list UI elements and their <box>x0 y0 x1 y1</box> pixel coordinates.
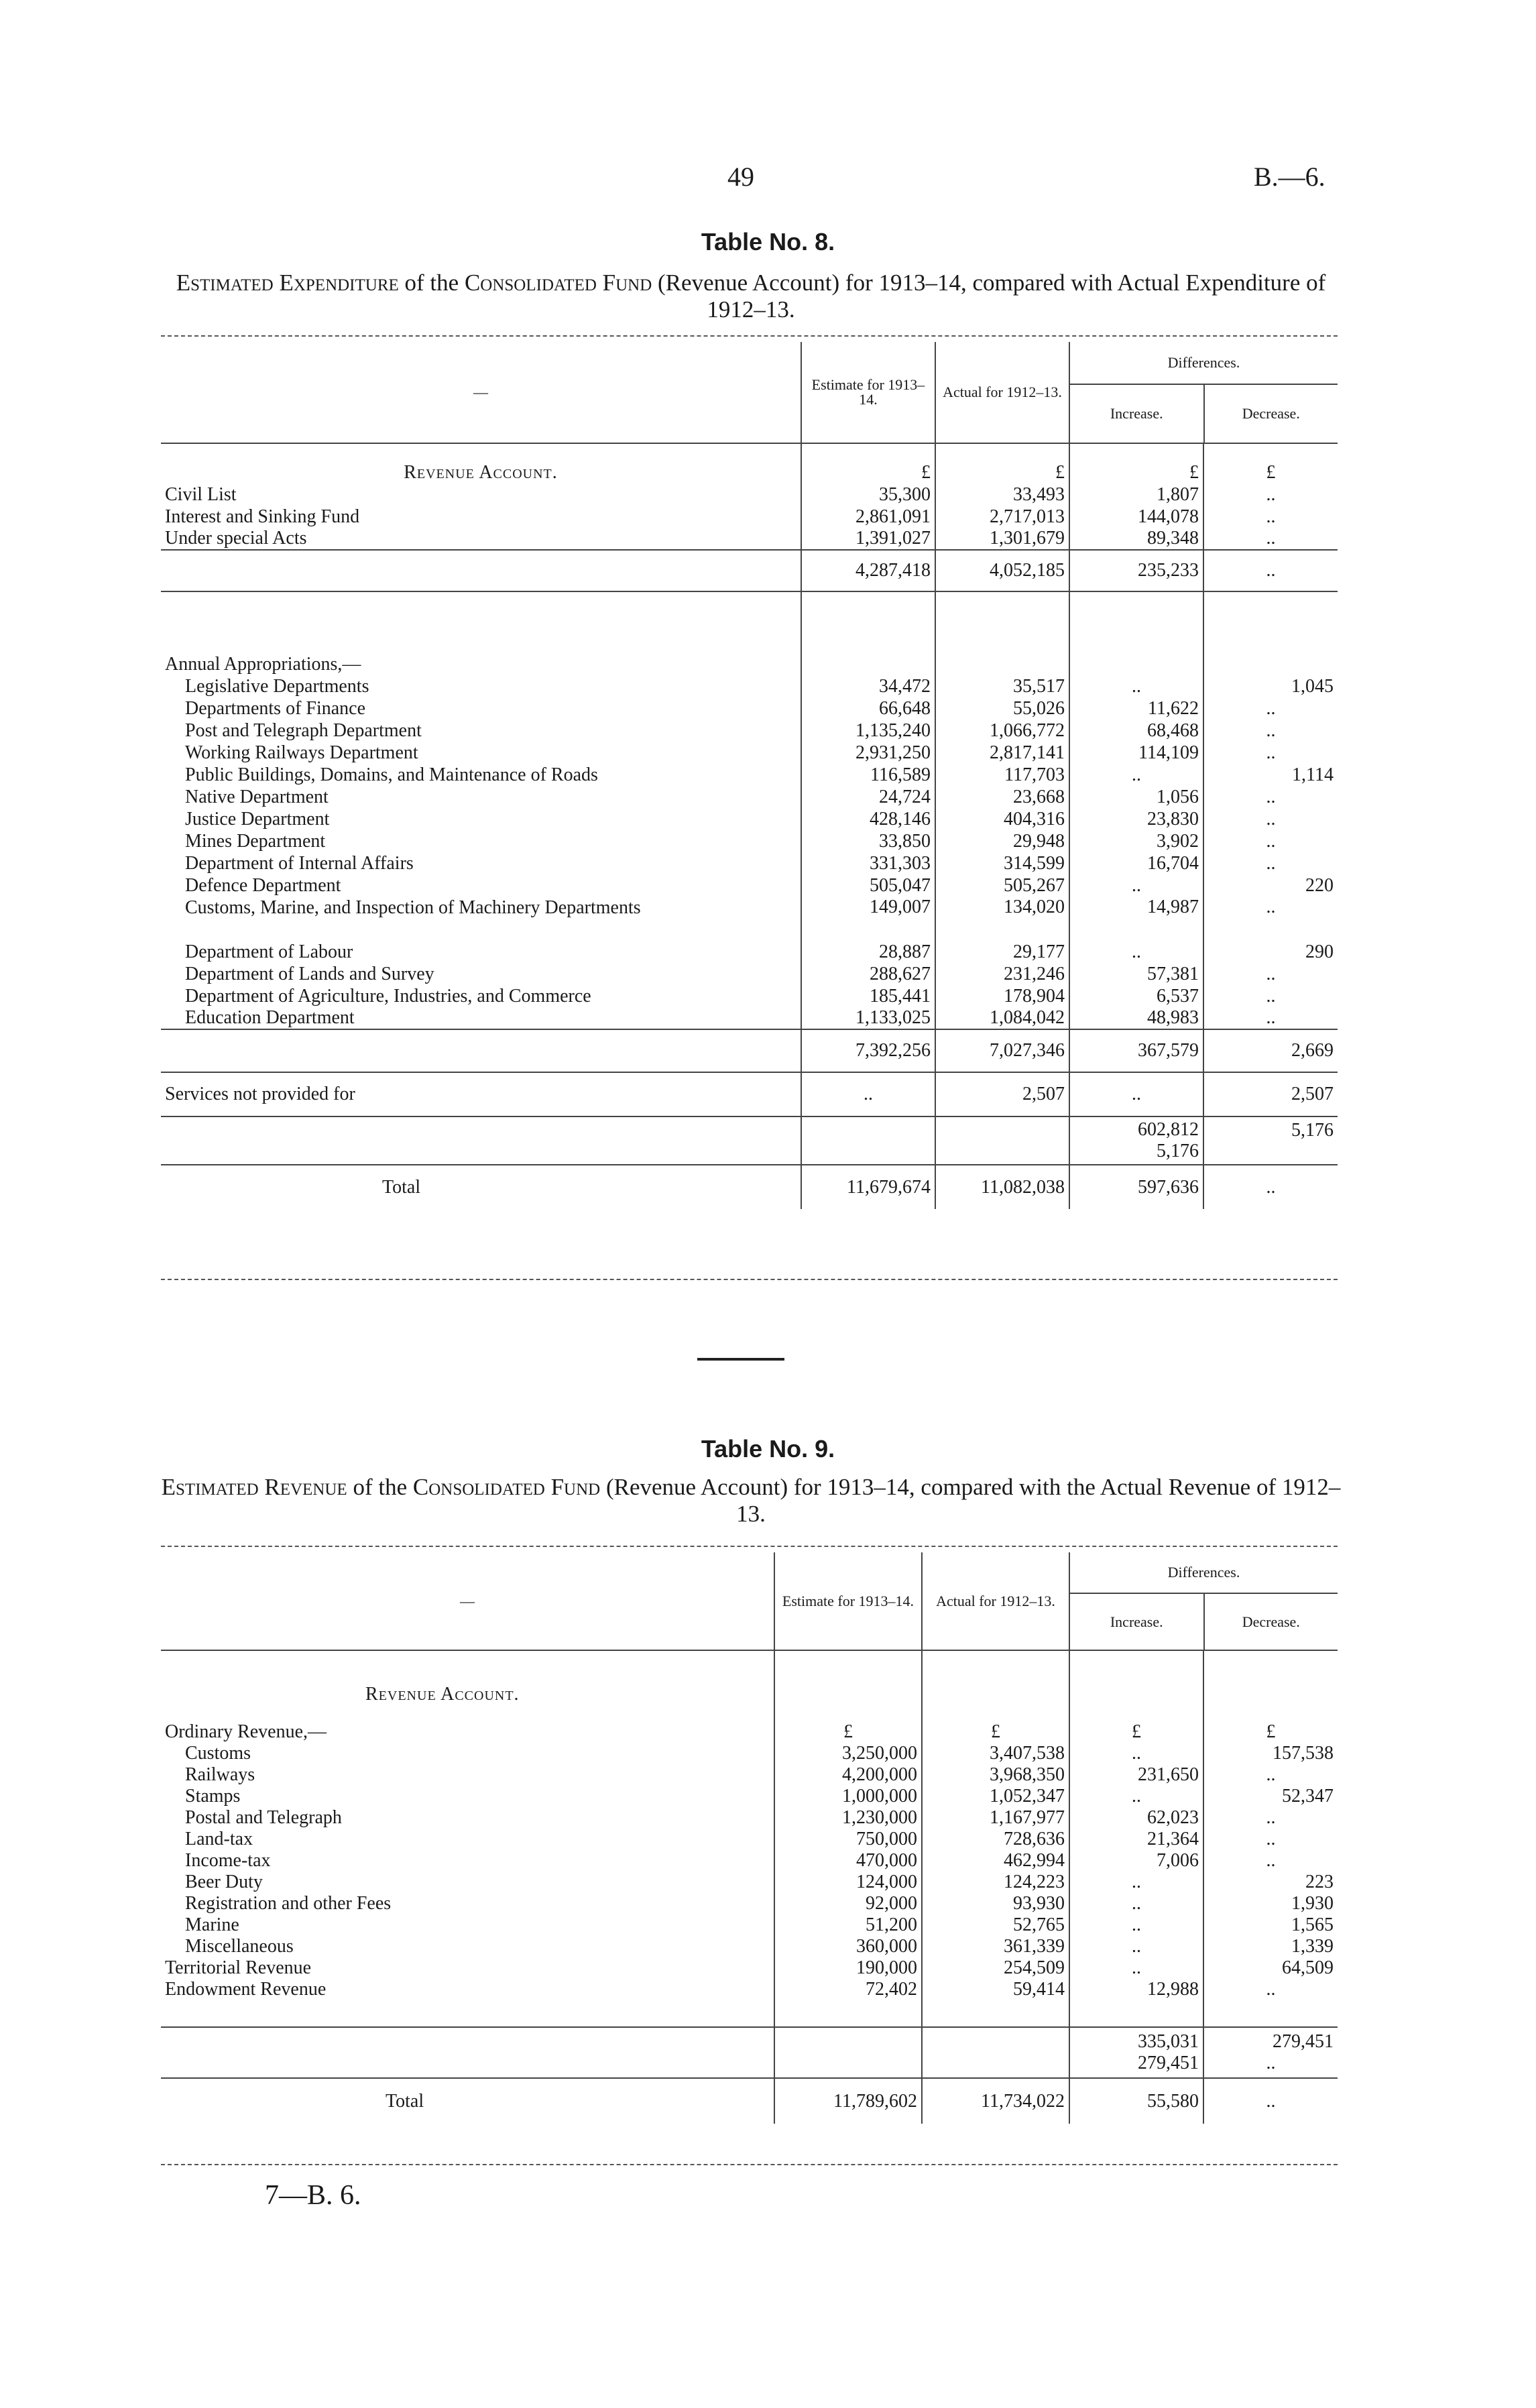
row-label: Education Department <box>185 1007 355 1028</box>
decrease-cell: .. <box>1203 786 1338 808</box>
diff-decrease: 5,176 <box>1203 1116 1338 1165</box>
estimate-cell: 116,589 <box>801 764 935 786</box>
actual-cell: 361,339 <box>922 1936 1069 1957</box>
table9-caption <box>161 1474 1341 1528</box>
actual-cell: 505,267 <box>935 874 1069 897</box>
row-label: Customs <box>185 1743 251 1764</box>
decrease-cell: .. <box>1203 852 1338 874</box>
table9-caption-fund: Consolidated Fund <box>412 1474 601 1500</box>
table9-difference-totals <box>161 2027 1338 2078</box>
actual-cell: 93,930 <box>922 1893 1069 1914</box>
table-row <box>161 1979 1338 2000</box>
table-row <box>161 874 1338 897</box>
decrease-cell: .. <box>1203 1829 1338 1850</box>
total-increase: 55,580 <box>1069 2078 1203 2124</box>
table8-col-actual: Actual for 1912–13. <box>935 342 1069 443</box>
table9-total-row <box>161 2078 1338 2124</box>
actual-cell: 462,994 <box>922 1850 1069 1872</box>
decrease-cell: 220 <box>1203 874 1338 897</box>
table8-col-estimate: Estimate for 1913–14. <box>801 342 935 443</box>
increase-cell: 21,364 <box>1069 1829 1203 1850</box>
increase-cell: .. <box>1069 1936 1203 1957</box>
actual-cell: 124,223 <box>922 1872 1069 1893</box>
increase-cell: .. <box>1069 874 1203 897</box>
increase-cell: 48,983 <box>1069 1007 1203 1029</box>
row-label: Services not provided for <box>161 1072 801 1116</box>
decrease-cell: .. <box>1203 963 1338 985</box>
increase-cell: .. <box>1069 1743 1203 1764</box>
table-row <box>161 720 1338 742</box>
document-reference: B.—6. <box>1254 162 1325 192</box>
decrease-cell: 1,930 <box>1203 1893 1338 1914</box>
row-label: Defence Department <box>185 874 341 896</box>
decrease-cell: 1,339 <box>1203 1936 1338 1957</box>
row-label: Department of Labour <box>185 941 353 962</box>
increase-cell: 11,622 <box>1069 697 1203 720</box>
table-row <box>161 764 1338 786</box>
row-label: Railways <box>185 1764 255 1785</box>
table-row <box>161 985 1338 1007</box>
table-row <box>161 528 1338 550</box>
decrease-cell: .. <box>1203 506 1338 528</box>
decrease-cell: 1,114 <box>1203 764 1338 786</box>
row-label: Interest and Sinking Fund <box>165 506 360 527</box>
table8-total-row <box>161 1165 1338 1209</box>
actual-cell: 1,084,042 <box>935 1007 1069 1029</box>
decrease-cell: 64,509 <box>1203 1957 1338 1979</box>
table9-col-decrease: Decrease. <box>1203 1594 1338 1650</box>
total-estimate: 11,679,674 <box>801 1165 935 1209</box>
diff-increase-a: 602,812 <box>1138 1119 1199 1140</box>
increase-cell: 231,650 <box>1069 1764 1203 1786</box>
row-label: Departments of Finance <box>185 697 366 719</box>
row-label: Stamps <box>185 1786 241 1807</box>
estimate-cell: 190,000 <box>774 1957 922 1979</box>
subtotal-actual: 4,052,185 <box>935 550 1069 591</box>
table8-section-heading: Revenue Account. <box>404 462 558 483</box>
row-label: Miscellaneous <box>185 1936 294 1957</box>
table8 <box>161 342 1338 1209</box>
decrease-cell: .. <box>1203 897 1338 941</box>
estimate-cell: 2,931,250 <box>801 742 935 764</box>
table9-currency: £ <box>922 1705 1069 1743</box>
total-label: Total <box>161 2078 774 2124</box>
actual-cell: 2,717,013 <box>935 506 1069 528</box>
row-label: Civil List <box>165 483 237 505</box>
row-label: Justice Department <box>185 808 330 829</box>
table9-caption-mid: of the <box>347 1474 413 1500</box>
table8-difference-totals <box>161 1116 1338 1165</box>
decrease-cell: .. <box>1203 830 1338 852</box>
total-increase: 597,636 <box>1069 1165 1203 1209</box>
total-decrease: .. <box>1203 2078 1338 2124</box>
increase-cell: 6,537 <box>1069 985 1203 1007</box>
table9-ordinary-heading: Ordinary Revenue,— <box>165 1721 327 1742</box>
row-label: Native Department <box>185 786 329 807</box>
row-label: Department of Internal Affairs <box>185 852 414 874</box>
row-label: Land-tax <box>185 1829 253 1849</box>
row-label: Public Buildings, Domains, and Maintenance of Roads <box>185 764 598 785</box>
estimate-cell: 3,250,000 <box>774 1743 922 1764</box>
increase-cell: 1,056 <box>1069 786 1203 808</box>
table-row <box>161 1872 1338 1893</box>
increase-cell: 89,348 <box>1069 528 1203 550</box>
total-label: Total <box>161 1165 801 1209</box>
row-label: Marine <box>185 1914 239 1935</box>
estimate-cell: 4,200,000 <box>774 1764 922 1786</box>
table-row <box>161 852 1338 874</box>
table8-col-increase: Increase. <box>1110 405 1163 422</box>
page-number: 49 <box>727 162 754 192</box>
subtotal-increase: 367,579 <box>1069 1029 1203 1072</box>
increase-cell: .. <box>1069 1072 1203 1116</box>
estimate-cell: 35,300 <box>801 483 935 506</box>
estimate-cell: 750,000 <box>774 1829 922 1850</box>
actual-cell: 2,817,141 <box>935 742 1069 764</box>
estimate-cell: 428,146 <box>801 808 935 830</box>
estimate-cell: 2,861,091 <box>801 506 935 528</box>
actual-cell: 35,517 <box>935 675 1069 697</box>
table-row <box>161 1007 1338 1029</box>
actual-cell: 23,668 <box>935 786 1069 808</box>
table8-revenue-subtotal <box>161 550 1338 591</box>
table-row <box>161 808 1338 830</box>
table8-col-decrease: Decrease. <box>1203 385 1338 443</box>
table9-col-estimate: Estimate for 1913–14. <box>774 1552 922 1650</box>
increase-cell: 62,023 <box>1069 1807 1203 1829</box>
actual-cell: 29,948 <box>935 830 1069 852</box>
estimate-cell: 1,135,240 <box>801 720 935 742</box>
diff-decrease-b: .. <box>1266 2053 1276 2073</box>
row-label: Post and Telegraph Department <box>185 720 422 741</box>
row-label: Endowment Revenue <box>165 1979 327 2000</box>
table8-col-dash: — <box>161 342 801 443</box>
table9-currency: £ <box>1203 1705 1338 1743</box>
table-row <box>161 1957 1338 1979</box>
estimate-cell: 185,441 <box>801 985 935 1007</box>
decrease-cell: .. <box>1203 720 1338 742</box>
row-label: Postal and Telegraph <box>185 1807 342 1828</box>
increase-cell: 144,078 <box>1069 506 1203 528</box>
row-label: Working Railways Department <box>185 742 418 763</box>
estimate-cell: 1,391,027 <box>801 528 935 550</box>
actual-cell: 728,636 <box>922 1829 1069 1850</box>
increase-cell: .. <box>1069 1914 1203 1936</box>
increase-cell: .. <box>1069 1786 1203 1807</box>
decrease-cell: 1,565 <box>1203 1914 1338 1936</box>
decrease-cell: 2,507 <box>1203 1072 1338 1116</box>
decrease-cell: .. <box>1203 1007 1338 1029</box>
diff-increase-b: 5,176 <box>1157 1141 1199 1161</box>
table-row <box>161 1914 1338 1936</box>
total-actual: 11,082,038 <box>935 1165 1069 1209</box>
actual-cell: 55,026 <box>935 697 1069 720</box>
table9 <box>161 1552 1338 2124</box>
decrease-cell: 157,538 <box>1203 1743 1338 1764</box>
estimate-cell: 1,133,025 <box>801 1007 935 1029</box>
table8-caption-rest: (Revenue Account) for 1913–14, compared with Actual Expenditure of 1912–13. <box>652 270 1326 323</box>
table8-currency: £ <box>1069 443 1203 483</box>
table9-caption-rest: (Revenue Account) for 1913–14, compared with the Actual Revenue of 1912–13. <box>600 1474 1341 1527</box>
total-estimate: 11,789,602 <box>774 2078 922 2124</box>
table8-col-differences <box>1069 342 1338 443</box>
estimate-cell: 331,303 <box>801 852 935 874</box>
increase-cell: 14,987 <box>1069 897 1203 941</box>
table-row <box>161 1764 1338 1786</box>
increase-cell: .. <box>1069 1957 1203 1979</box>
increase-cell: 23,830 <box>1069 808 1203 830</box>
table-row <box>161 506 1338 528</box>
decrease-cell: 223 <box>1203 1872 1338 1893</box>
actual-cell: 314,599 <box>935 852 1069 874</box>
decrease-cell: 1,045 <box>1203 675 1338 697</box>
increase-cell: 68,468 <box>1069 720 1203 742</box>
increase-cell: .. <box>1069 1872 1203 1893</box>
estimate-cell: 33,850 <box>801 830 935 852</box>
increase-cell: .. <box>1069 1893 1203 1914</box>
section-divider <box>697 1358 784 1361</box>
estimate-cell: 288,627 <box>801 963 935 985</box>
table-row <box>161 1829 1338 1850</box>
signature-mark: 7—B. 6. <box>265 2180 361 2211</box>
actual-cell: 1,301,679 <box>935 528 1069 550</box>
table8-caption <box>161 270 1341 323</box>
table-row <box>161 830 1338 852</box>
table8-currency: £ <box>801 443 935 483</box>
table9-title: Table No. 9. <box>701 1435 835 1463</box>
estimate-cell: 92,000 <box>774 1893 922 1914</box>
decrease-cell: .. <box>1203 808 1338 830</box>
decrease-cell: .. <box>1203 1850 1338 1872</box>
increase-cell: .. <box>1069 941 1203 963</box>
table9-caption-prefix: Estimated Revenue <box>161 1474 347 1500</box>
decrease-cell: .. <box>1203 483 1338 506</box>
table-row <box>161 897 1338 941</box>
row-label: Under special Acts <box>165 528 307 549</box>
table8-caption-mid: of the <box>398 270 465 296</box>
actual-cell: 178,904 <box>935 985 1069 1007</box>
estimate-cell: 34,472 <box>801 675 935 697</box>
increase-cell: 16,704 <box>1069 852 1203 874</box>
table-row <box>161 941 1338 963</box>
subtotal-decrease: .. <box>1203 550 1338 591</box>
actual-cell: 404,316 <box>935 808 1069 830</box>
table9-col-differences <box>1069 1552 1338 1650</box>
table8-title: Table No. 8. <box>701 228 835 255</box>
subtotal-actual: 7,027,346 <box>935 1029 1069 1072</box>
estimate-cell: 124,000 <box>774 1872 922 1893</box>
increase-cell: .. <box>1069 675 1203 697</box>
decrease-cell: 52,347 <box>1203 1786 1338 1807</box>
decrease-cell: .. <box>1203 742 1338 764</box>
row-label: Legislative Departments <box>185 675 369 697</box>
subtotal-estimate: 4,287,418 <box>801 550 935 591</box>
increase-cell: 1,807 <box>1069 483 1203 506</box>
actual-cell: 3,407,538 <box>922 1743 1069 1764</box>
decrease-cell: .. <box>1203 1764 1338 1786</box>
table8-currency: £ <box>935 443 1069 483</box>
table-row <box>161 675 1338 697</box>
table-row <box>161 697 1338 720</box>
actual-cell: 59,414 <box>922 1979 1069 2000</box>
actual-cell: 52,765 <box>922 1914 1069 1936</box>
table-row <box>161 742 1338 764</box>
table-row <box>161 1936 1338 1957</box>
increase-cell: 7,006 <box>1069 1850 1203 1872</box>
actual-cell: 254,509 <box>922 1957 1069 1979</box>
table-row <box>161 1072 1338 1116</box>
table9-col-dash: — <box>161 1552 774 1650</box>
estimate-cell: 66,648 <box>801 697 935 720</box>
row-label: Income-tax <box>185 1850 271 1871</box>
table9-section-heading: Revenue Account. <box>365 1684 520 1705</box>
increase-cell: 114,109 <box>1069 742 1203 764</box>
estimate-cell: .. <box>801 1072 935 1116</box>
row-label: Customs, Marine, and Inspection of Machinery Departments <box>185 897 641 918</box>
estimate-cell: 51,200 <box>774 1914 922 1936</box>
increase-cell: 57,381 <box>1069 963 1203 985</box>
table8-caption-fund: Consolidated Fund <box>464 270 652 296</box>
decrease-cell: .. <box>1203 528 1338 550</box>
table-row <box>161 483 1338 506</box>
row-label: Department of Agriculture, Industries, and Commerce <box>185 985 591 1007</box>
actual-cell: 1,167,977 <box>922 1807 1069 1829</box>
row-label: Registration and other Fees <box>185 1893 392 1914</box>
decrease-cell: .. <box>1203 697 1338 720</box>
estimate-cell: 360,000 <box>774 1936 922 1957</box>
actual-cell: 134,020 <box>935 897 1069 941</box>
decrease-cell: 290 <box>1203 941 1338 963</box>
diff-increase-b: 279,451 <box>1138 2053 1199 2073</box>
table-row <box>161 1850 1338 1872</box>
subtotal-decrease: 2,669 <box>1203 1029 1338 1072</box>
table9-col-increase: Increase. <box>1110 1613 1163 1630</box>
diff-increase-a: 335,031 <box>1138 2031 1199 2052</box>
actual-cell: 1,052,347 <box>922 1786 1069 1807</box>
increase-cell: 12,988 <box>1069 1979 1203 2000</box>
total-actual: 11,734,022 <box>922 2078 1069 2124</box>
table-row <box>161 1786 1338 1807</box>
increase-cell: .. <box>1069 764 1203 786</box>
table8-differences-label: Differences. <box>1070 342 1338 385</box>
actual-cell: 2,507 <box>935 1072 1069 1116</box>
subtotal-estimate: 7,392,256 <box>801 1029 935 1072</box>
table-row <box>161 1807 1338 1829</box>
actual-cell: 3,968,350 <box>922 1764 1069 1786</box>
table8-annual-subtotal <box>161 1029 1338 1072</box>
estimate-cell: 1,230,000 <box>774 1807 922 1829</box>
estimate-cell: 28,887 <box>801 941 935 963</box>
total-decrease: .. <box>1203 1165 1338 1209</box>
diff-decrease-a: 279,451 <box>1273 2031 1334 2052</box>
estimate-cell: 470,000 <box>774 1850 922 1872</box>
table9-col-actual: Actual for 1912–13. <box>922 1552 1069 1650</box>
table9-currency: £ <box>1069 1705 1203 1743</box>
row-label: Department of Lands and Survey <box>185 963 434 984</box>
actual-cell: 231,246 <box>935 963 1069 985</box>
table8-caption-prefix: Estimated Expenditure <box>176 270 399 296</box>
row-label: Territorial Revenue <box>165 1957 312 1978</box>
estimate-cell: 72,402 <box>774 1979 922 2000</box>
decrease-cell: .. <box>1203 985 1338 1007</box>
row-label: Beer Duty <box>185 1872 263 1892</box>
table-row <box>161 1743 1338 1764</box>
table-row <box>161 963 1338 985</box>
table9-currency: £ <box>774 1705 922 1743</box>
actual-cell: 1,066,772 <box>935 720 1069 742</box>
increase-cell: 3,902 <box>1069 830 1203 852</box>
table-row <box>161 786 1338 808</box>
estimate-cell: 24,724 <box>801 786 935 808</box>
actual-cell: 117,703 <box>935 764 1069 786</box>
estimate-cell: 149,007 <box>801 897 935 941</box>
table8-annual-heading: Annual Appropriations,— <box>165 654 361 675</box>
row-label: Mines Department <box>185 830 326 852</box>
estimate-cell: 1,000,000 <box>774 1786 922 1807</box>
decrease-cell: .. <box>1203 1807 1338 1829</box>
actual-cell: 29,177 <box>935 941 1069 963</box>
actual-cell: 33,493 <box>935 483 1069 506</box>
subtotal-increase: 235,233 <box>1069 550 1203 591</box>
table-row <box>161 1893 1338 1914</box>
table9-differences-label: Differences. <box>1070 1552 1338 1594</box>
decrease-cell: .. <box>1203 1979 1338 2000</box>
table8-currency: £ <box>1203 443 1338 483</box>
estimate-cell: 505,047 <box>801 874 935 897</box>
